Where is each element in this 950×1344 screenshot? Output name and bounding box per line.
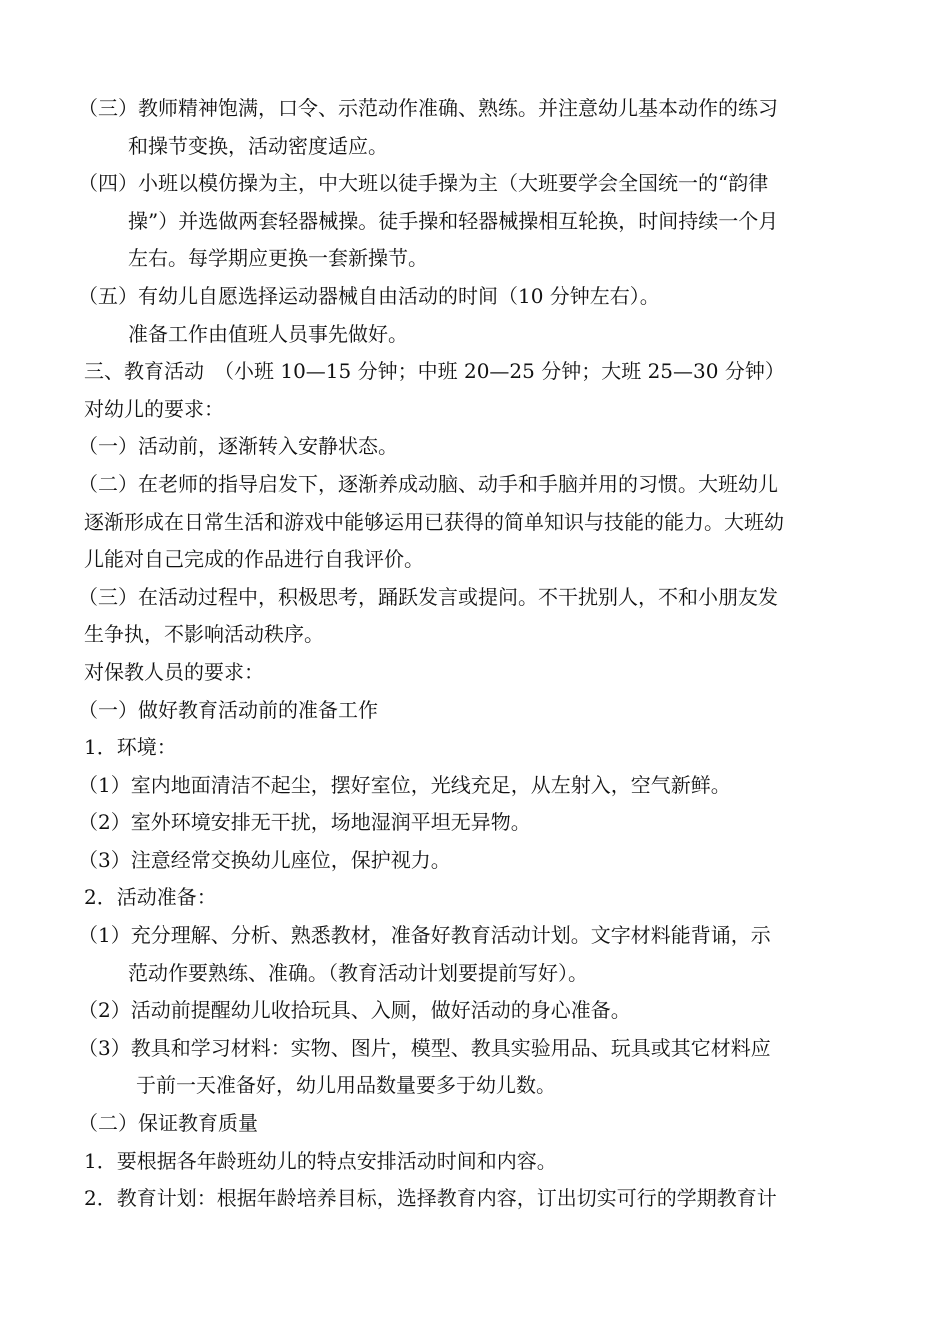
text-line: 逐渐形成在日常生活和游戏中能够运用已获得的简单知识与技能的能力。大班幼 xyxy=(84,509,784,534)
text-line: （一）做好教育活动前的准备工作 xyxy=(78,697,378,722)
text-line: 儿能对自己完成的作品进行自我评价。 xyxy=(84,547,424,572)
text-line: （3）教具和学习材料：实物、图片，模型、教具实验用品、玩具或其它材料应 xyxy=(78,1035,771,1060)
text-line: （三）教师精神饱满，口令、示范动作准确、熟练。并注意幼儿基本动作的练习 xyxy=(78,96,778,120)
text-line: （2）活动前提醒幼儿收拾玩具、入厕，做好活动的身心准备。 xyxy=(78,998,631,1023)
text-line: 2．活动准备： xyxy=(84,885,217,910)
text-line: （二）保证教育质量 xyxy=(78,1111,258,1136)
text-line: （3）注意经常交换幼儿座位，保护视力。 xyxy=(78,847,451,872)
text-line: 左右。每学期应更换一套新操节。 xyxy=(128,246,428,271)
text-line: 对幼儿的要求： xyxy=(84,396,224,421)
text-line: 范动作要熟练、准确。（教育活动计划要提前写好）。 xyxy=(128,960,588,985)
text-line: 生争执，不影响活动秩序。 xyxy=(84,622,324,647)
text-line: （三）在活动过程中，积极思考，踊跃发言或提问。不干扰别人，不和小朋友发 xyxy=(78,584,778,609)
text-line: 三、教育活动 （小班 10—15 分钟；中班 20—25 分钟；大班 25—30 分钟） xyxy=(84,359,785,384)
text-line: （二）在老师的指导启发下，逐渐养成动脑、动手和手脑并用的习惯。大班幼儿 xyxy=(78,471,778,496)
text-line: 操”）并选做两套轻器械操。徒手操和轻器械操相互轮换，时间持续一个月 xyxy=(128,208,779,233)
text-line: （2）室外环境安排无干扰，场地湿润平坦无异物。 xyxy=(78,810,531,835)
text-line: 对保教人员的要求： xyxy=(84,659,264,684)
text-line: 于前一天准备好，幼儿用品数量要多于幼儿数。 xyxy=(136,1073,556,1098)
text-line: 和操节变换，活动密度适应。 xyxy=(128,133,388,158)
text-line: 1．要根据各年龄班幼儿的特点安排活动时间和内容。 xyxy=(84,1148,557,1173)
text-line: 2．教育计划：根据年龄培养目标，选择教育内容，订出切实可行的学期教育计 xyxy=(84,1186,777,1211)
document-page xyxy=(78,90,864,1218)
text-line: 1．环境： xyxy=(84,735,177,760)
text-line: （一）活动前，逐渐转入安静状态。 xyxy=(78,434,398,459)
text-line: 准备工作由值班人员事先做好。 xyxy=(128,321,408,346)
text-line: （五）有幼儿自愿选择运动器械自由活动的时间（10 分钟左右）。 xyxy=(78,283,660,308)
text-line: （1）室内地面清洁不起尘，摆好室位，光线充足，从左射入，空气新鲜。 xyxy=(78,772,731,797)
text-line: （四）小班以模仿操为主，中大班以徒手操为主（大班要学会全国统一的“韵律 xyxy=(78,171,769,196)
text-line: （1）充分理解、分析、熟悉教材，准备好教育活动计划。文字材料能背诵，示 xyxy=(78,923,771,948)
